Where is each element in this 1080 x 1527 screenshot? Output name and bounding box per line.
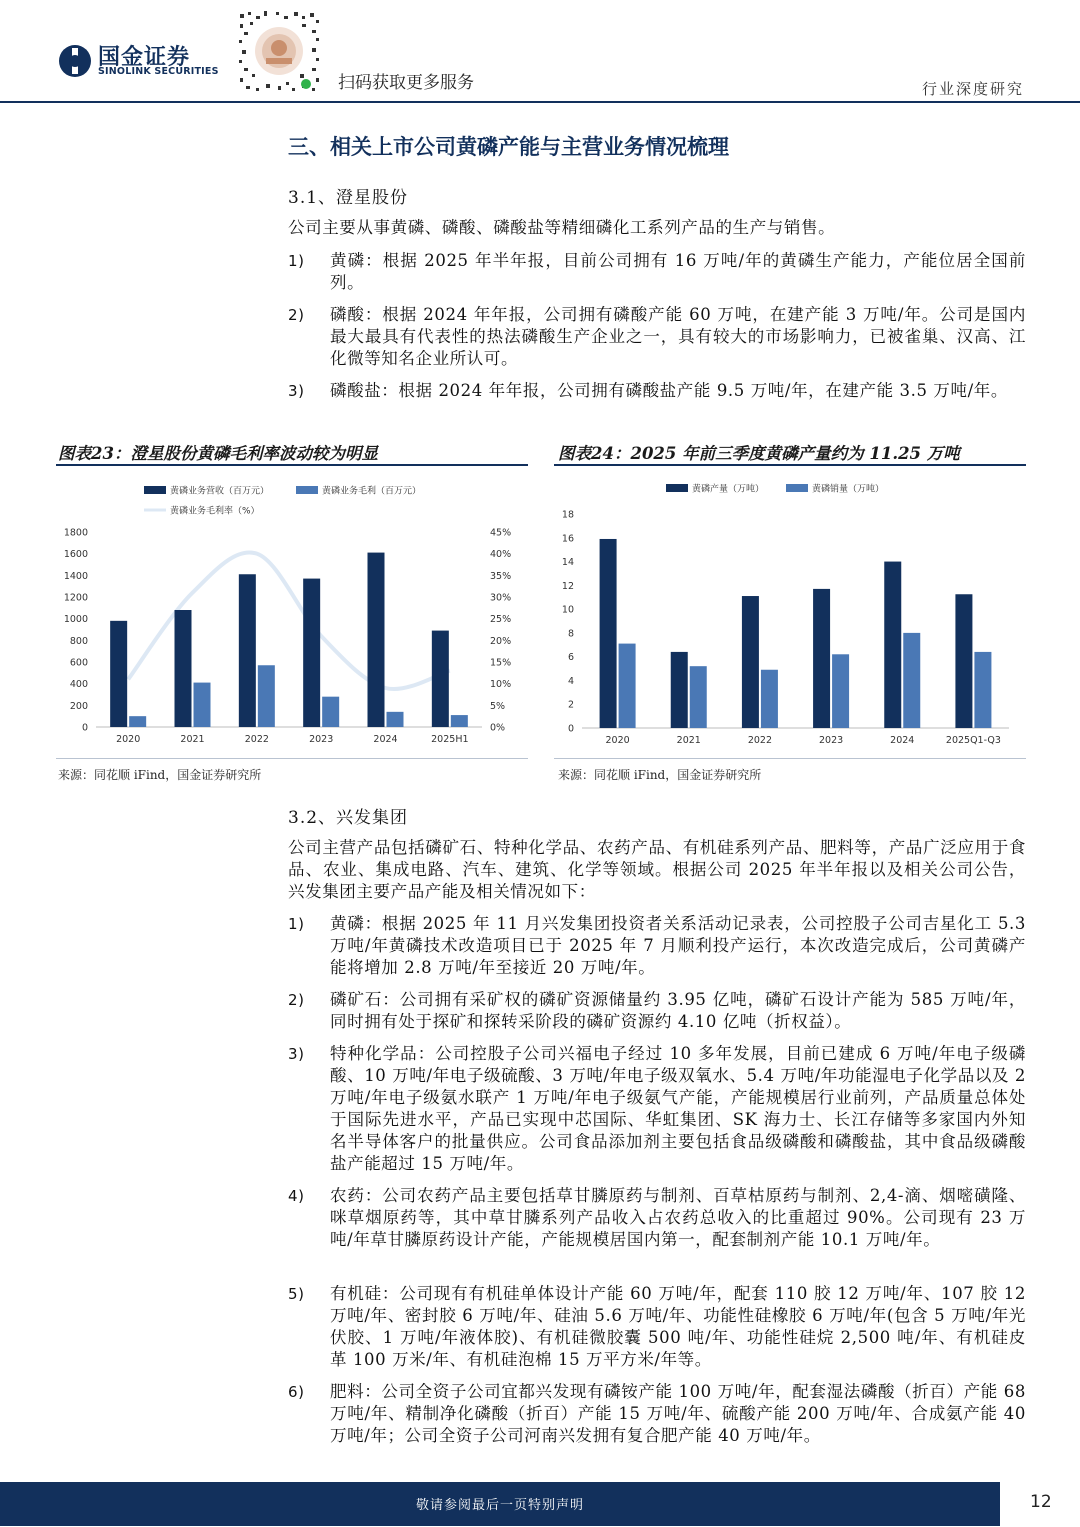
- legend-swatch: [144, 486, 166, 494]
- bar-series-2: [832, 654, 849, 728]
- s2-list-item: [288, 1283, 1026, 1371]
- y-tick-label: 8: [567, 628, 574, 640]
- y-tick-label: 6: [567, 652, 574, 664]
- bar-series-2: [451, 715, 468, 727]
- list-text: 农药：公司农药产品主要包括草甘膦原药与制剂、百草枯原药与制剂、2,4-滴、烟嘧磺隆、咪草烟原药等，其中草甘膦系列产品收入占农药总收入的比重超过 90%。公司现有 23 万吨/年草甘膦原药设计产能，产能规模居国内第一，配套制剂产能 10.1 万吨/年。: [330, 1186, 1026, 1249]
- y-tick-label: 4: [567, 675, 574, 687]
- s1-intro: 公司主要从事黄磷、磷酸、磷酸盐等精细磷化工系列产品的生产与销售。: [288, 218, 836, 237]
- footer-disclaimer[interactable]: 敬请参阅最后一页特别声明: [415, 1498, 584, 1513]
- list-text: 磷酸：根据 2024 年年报，公司拥有磷酸产能 60 万吨，在建产能 3 万吨/年。公司是国内最大最具有代表性的热法磷酸生产企业之一，具有较大的市场影响力，已被雀巢、汉高、江化微等知名企业所认可。: [330, 305, 1026, 368]
- x-tick-label: 2022: [747, 735, 773, 746]
- sinolink-logo-icon: [58, 44, 92, 78]
- x-tick-label: 2025Q1-Q3: [945, 735, 1001, 746]
- y-tick-label: 800: [69, 635, 88, 647]
- report-type: 行业深度研究: [921, 80, 1024, 98]
- s2-list-item: [288, 1185, 1026, 1251]
- y-tick-label: 0: [567, 723, 574, 735]
- subsection-title-3-2: 3.2、兴发集团: [288, 808, 409, 828]
- x-tick-label: 2021: [676, 735, 701, 746]
- qr-caption: 扫码获取更多服务: [338, 73, 474, 93]
- legend-swatch: [786, 484, 808, 492]
- x-tick-label: 2023: [818, 735, 844, 746]
- y2-tick-label: 30%: [490, 592, 512, 604]
- y-tick-label: 1600: [63, 549, 88, 561]
- bar-series-1: [110, 621, 127, 727]
- x-tick-label: 2023: [309, 734, 334, 745]
- legend-label: 黄磷产量（万吨）: [692, 484, 765, 495]
- y-tick-label: 2: [567, 699, 574, 711]
- bar-series-1: [368, 553, 385, 727]
- y-tick-label: 600: [69, 657, 88, 669]
- figure-24-source: 来源：同花顺 iFind，国金证券研究所: [558, 768, 762, 782]
- bar-series-1: [884, 562, 901, 728]
- bar-series-2: [690, 666, 707, 728]
- y2-tick-label: 0%: [490, 722, 506, 734]
- s2-list-item: [288, 989, 1026, 1033]
- s2-list-item: [288, 913, 1026, 979]
- bar-series-1: [813, 589, 830, 728]
- list-number: 3): [288, 382, 305, 400]
- figure-24-chart: [554, 468, 1026, 754]
- list-number: 6): [288, 1383, 305, 1401]
- bar-series-2: [322, 697, 339, 727]
- page-header: [0, 0, 1080, 102]
- list-number: 2): [288, 991, 305, 1009]
- y-tick-label: 1400: [63, 570, 88, 582]
- y2-tick-label: 35%: [490, 570, 512, 582]
- subsection-title-3-1: 3.1、澄星股份: [288, 188, 409, 208]
- list-number: 1): [288, 915, 305, 933]
- section-title: 三、相关上市公司黄磷产能与主营业务情况梳理: [288, 135, 729, 159]
- bar-series-1: [175, 610, 192, 727]
- bar-series-2: [387, 712, 404, 727]
- y-tick-label: 1800: [63, 527, 88, 539]
- y2-tick-label: 40%: [490, 549, 512, 561]
- s2-intro: 公司主营产品包括磷矿石、特种化学品、农药产品、有机硅系列产品、肥料等，产品广泛应用于食品、农业、集成电路、汽车、建筑、化学等领域。根据公司 2025 年半年报以及相关公司公告，兴发集团主要产品产能及相关情况如下：: [288, 838, 1026, 901]
- x-tick-label: 2025H1: [431, 734, 469, 745]
- figure-24-bottom-rule: [554, 758, 1026, 759]
- figure-23-source: 来源：同花顺 iFind，国金证券研究所: [58, 768, 262, 782]
- y-tick-label: 10: [561, 604, 574, 616]
- page-number: 12: [1030, 1492, 1052, 1512]
- figure-24-rule: [554, 464, 1026, 466]
- y-tick-label: 200: [69, 700, 88, 712]
- legend-label: 黄磷业务毛利（百万元）: [322, 486, 422, 497]
- list-number: 4): [288, 1187, 305, 1205]
- y2-tick-label: 20%: [490, 635, 512, 647]
- bar-series-1: [671, 652, 688, 728]
- bar-series-2: [761, 670, 778, 728]
- qr-code-icon[interactable]: [236, 8, 322, 94]
- figure-24-title: 图表24：2025 年前三季度黄磷产量约为 11.25 万吨: [558, 444, 960, 463]
- bar-series-2: [974, 652, 991, 728]
- list-text: 有机硅：公司现有有机硅单体设计产能 60 万吨/年，配套 110 胶 12 万吨/年、107 胶 12 万吨/年、密封胶 6 万吨/年、硅油 5.6 万吨/年、功能性硅橡胶 6 万吨/年(包含 5 万吨/年光伏胶、1 万吨/年液体胶)、有机硅微胶囊 500 吨/年、功能性硅烷 2,500 吨/年、有机硅皮革 100 万米/年、有机硅泡棉 15 万平方米/年等。: [330, 1284, 1026, 1369]
- legend-label: 黄磷业务营收（百万元）: [170, 486, 270, 497]
- list-text: 肥料：公司全资子公司宜都兴发现有磷铵产能 100 万吨/年，配套湿法磷酸（折百）产能 68 万吨/年、精制净化磷酸（折百）产能 15 万吨/年、硫酸产能 200 万吨/年、合成氨产能 40 万吨/年；公司全资子公司河南兴发拥有复合肥产能 40 万吨/年。: [330, 1382, 1026, 1445]
- s1-list-item: [288, 304, 1026, 370]
- figure-23-bottom-rule: [56, 758, 528, 759]
- x-tick-label: 2020: [116, 734, 141, 745]
- list-number: 5): [288, 1285, 305, 1303]
- x-tick-label: 2024: [890, 735, 915, 746]
- x-tick-label: 2021: [180, 734, 205, 745]
- figure-23-title: 图表23：澄星股份黄磷毛利率波动较为明显: [58, 444, 378, 463]
- s1-list-item: [288, 380, 1026, 402]
- bar-series-2: [258, 665, 275, 727]
- legend-swatch: [296, 486, 318, 494]
- list-number: 1): [288, 252, 305, 270]
- y2-tick-label: 10%: [490, 679, 512, 691]
- list-number: 2): [288, 306, 305, 324]
- y2-tick-label: 45%: [490, 527, 512, 539]
- bar-series-1: [303, 579, 320, 727]
- list-text: 磷酸盐：根据 2024 年年报，公司拥有磷酸盐产能 9.5 万吨/年，在建产能 3.5 万吨/年。: [330, 381, 1008, 400]
- bar-series-1: [955, 594, 972, 728]
- y-tick-label: 1200: [63, 592, 88, 604]
- list-number: 3): [288, 1045, 305, 1063]
- figure-23-rule: [56, 464, 528, 466]
- y2-tick-label: 25%: [490, 614, 512, 626]
- bar-series-1: [432, 631, 449, 727]
- bar-series-2: [129, 716, 146, 727]
- y-tick-label: 0: [81, 722, 88, 734]
- y2-tick-label: 5%: [490, 700, 506, 712]
- x-tick-label: 2024: [373, 734, 398, 745]
- bar-series-2: [619, 644, 636, 728]
- y2-tick-label: 15%: [490, 657, 512, 669]
- s2-list-item: [288, 1043, 1026, 1175]
- x-tick-label: 2020: [605, 735, 630, 746]
- y-tick-label: 16: [561, 533, 574, 545]
- legend-label: 黄磷销量（万吨）: [812, 484, 885, 495]
- y-tick-label: 14: [561, 557, 574, 569]
- list-text: 磷矿石：公司拥有采矿权的磷矿资源储量约 3.95 亿吨，磷矿石设计产能为 585 万吨/年，同时拥有处于探矿和探转采阶段的磷矿资源约 4.10 亿吨（折权益）。: [330, 990, 1026, 1031]
- y-tick-label: 18: [561, 509, 574, 521]
- bar-series-2: [903, 633, 920, 728]
- list-text: 特种化学品：公司控股子公司兴福电子经过 10 多年发展，目前已建成 6 万吨/年电子级磷酸、10 万吨/年电子级硫酸、3 万吨/年电子级双氧水、5.4 万吨/年功能湿电子化学品以及 2 万吨/年电子级氨水联产 1 万吨/年电子级氨气产能，产能规模居行业前列，产品质量总体处于国际先进水平，产品已实现中芯国际、华虹集团、SK 海力士、长江存储等多家国内外知名半导体客户的批量供应。公司食品添加剂主要包括食品级磷酸和磷酸盐，其中食品级磷酸盐产能超过 15 万吨/年。: [330, 1044, 1026, 1173]
- legend-label: 黄磷业务毛利率（%）: [170, 506, 260, 517]
- x-tick-label: 2022: [244, 734, 269, 745]
- s2-list-item: [288, 1381, 1026, 1447]
- list-text: 黄磷：根据 2025 年半年报，目前公司拥有 16 万吨/年的黄磷生产能力，产能位居全国前列。: [330, 251, 1026, 292]
- bar-series-1: [742, 596, 759, 728]
- bar-series-2: [194, 683, 211, 727]
- s1-list-item: [288, 250, 1026, 294]
- bar-series-1: [239, 574, 256, 727]
- y-tick-label: 400: [69, 679, 88, 691]
- list-text: 黄磷：根据 2025 年 11 月兴发集团投资者关系活动记录表，公司控股子公司吉星化工 5.3 万吨/年黄磷技术改造项目已于 2025 年 7 月顺利投产运行，本次改造完成后，公司黄磷产能将增加 2.8 万吨/年至接近 20 万吨/年。: [330, 914, 1026, 977]
- figure-23-chart: [56, 468, 528, 754]
- bar-series-1: [600, 539, 617, 728]
- header-divider: [0, 101, 1080, 103]
- logo-name-cn: 国金证券: [98, 45, 191, 70]
- legend-swatch: [666, 484, 688, 492]
- y-tick-label: 1000: [63, 614, 88, 626]
- logo-name-en: SINOLINK SECURITIES: [98, 66, 219, 77]
- y-tick-label: 12: [561, 580, 574, 592]
